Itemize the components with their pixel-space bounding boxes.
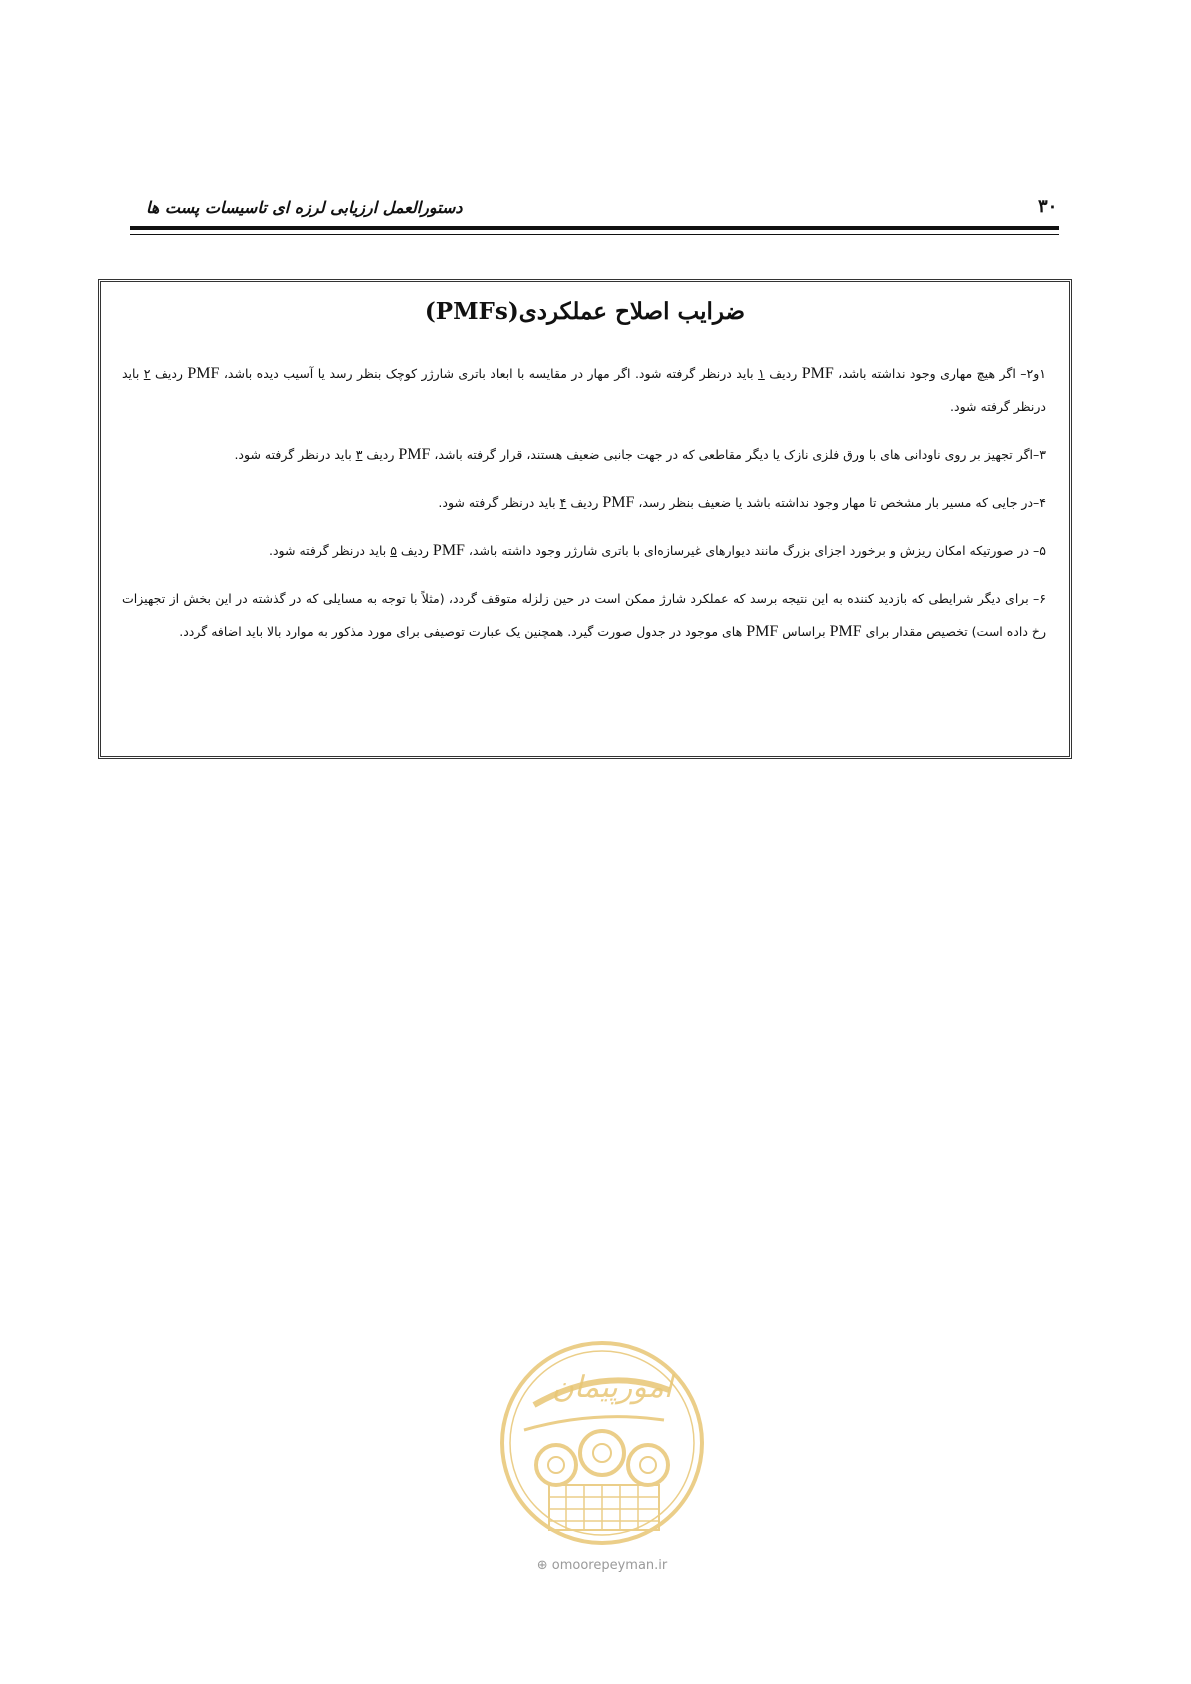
page-number: ۳۰ xyxy=(1038,196,1058,217)
seal-logo-icon xyxy=(494,1335,710,1551)
watermark-seal xyxy=(494,1335,710,1551)
watermark-site: ⊕ omoorepeyman.ir xyxy=(536,1558,668,1573)
paragraph-2: ۳–اگر تجهیز بر روی ناودانی های با ورق فلزی نازک یا دیگر مقاطعی که در جهت جانبی ضعیف هستند، قرار گرفته باشد، PMF ردیف ۳ باید درنظر گرفته شود. xyxy=(234,446,1046,463)
paragraph-1: ۱و۲– اگر هیچ مهاری وجود نداشته باشد، PMF ردیف ۱ باید درنظر گرفته شود. اگر مهار در مقایسه با ابعاد باتری شارژر کوچک بنظر رسد یا آسیب دیده باشد، PMF ردیف ۲ باید درنظر گرفته شود. xyxy=(122,365,1046,414)
paragraph-5: ۶– برای دیگر شرایطی که بازدید کننده به این نتیجه برسد که عملکرد شارژ ممکن است در حین زلزله متوقف گردد، (مثلاً با توجه به مسایلی که در گذشته در این بخش از تجهیزات رخ داده است) تخصیص مقدار برای PMF براساس PMF های موجود در جدول صورت گیرد. همچنین یک عبارت توصیفی برای مورد مذکور به موارد بالا باید اضافه گردد. xyxy=(122,591,1046,640)
globe-icon: ⊕ xyxy=(536,1558,548,1573)
header-rule-thick xyxy=(130,226,1059,230)
paragraph-4: ۵– در صورتیکه امکان ریزش و برخورد اجزای بزرگ مانند دیوارهای غیرسازه‌ای با باتری شارژر وجود داشته باشد، PMF ردیف ۵ باید درنظر گرفته شود. xyxy=(269,542,1046,559)
box-body xyxy=(122,357,1046,648)
paragraph-3: ۴–در جایی که مسیر بار مشخص تا مهار وجود نداشته باشد یا ضعیف بنظر رسد، PMF ردیف ۴ باید درنظر گرفته شود. xyxy=(438,494,1046,511)
document-title: دستورالعمل ارزیابی لرزه ای تاسیسات پست ها xyxy=(146,198,463,217)
box-title: ضرایب اصلاح عملکردی(PMFs) xyxy=(424,298,746,325)
header-rule-thin xyxy=(130,234,1059,235)
svg-text:امورپیمان: امورپیمان xyxy=(551,1370,673,1405)
